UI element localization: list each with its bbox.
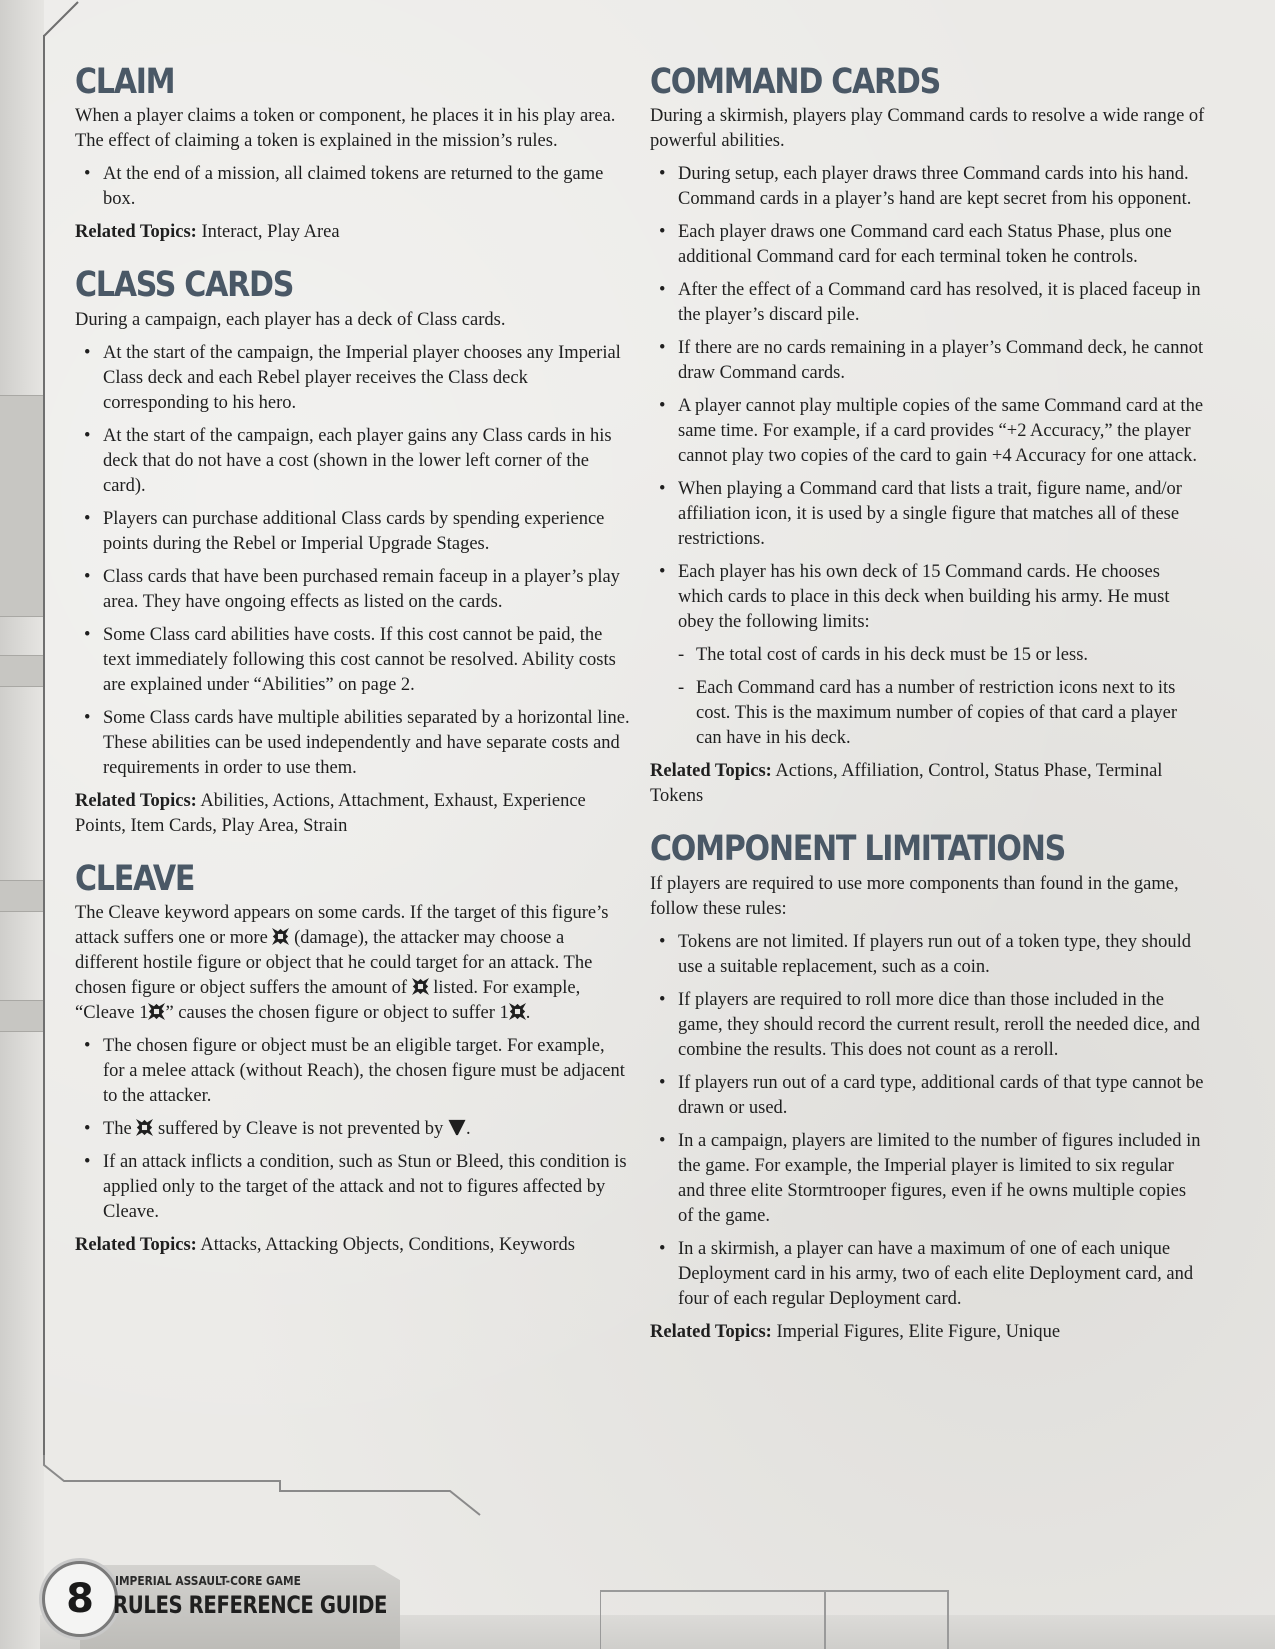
related-text: Interact, Play Area — [196, 222, 340, 243]
list-item: • Tokens are not limited. If players run out of a token type, they should use a suitable replacement, such as a coin. — [650, 930, 1205, 980]
list-item: • The chosen figure or object must be an eligible target. For example, for a melee attack (without Reach), the chosen figure must be adjacent to the attacker. — [75, 1034, 630, 1109]
text-span: The — [103, 1118, 132, 1139]
cleave-related — [75, 1233, 630, 1258]
list-item: • Each player has his own deck of 15 Command cards. He chooses which cards to place in this deck when building his army. He must obey the following limits: — [650, 560, 1205, 635]
class-cards-intro: During a campaign, each player has a deck of Class cards. — [75, 309, 506, 330]
left-column — [75, 62, 630, 1278]
related-label: Related Topics: — [75, 790, 197, 811]
frame-corner — [0, 0, 90, 50]
list-item: • If players are required to roll more dice than those included in the game, they should record the current result, reroll the needed dice, and combine the results. This does not count as a reroll. — [650, 988, 1205, 1063]
command-cards-bullets — [650, 162, 1205, 635]
class-cards-bullets — [75, 341, 630, 781]
cleave-intro — [75, 901, 630, 1026]
section-claim — [75, 62, 630, 245]
text-span: The Cleave keyword appears on some cards. If the target of this figure’s attack suffers one or more — [75, 902, 609, 948]
footer-game-title: IMPERIAL ASSAULT-CORE GAME — [115, 1573, 301, 1588]
command-cards-related — [650, 759, 1205, 809]
damage-icon — [412, 978, 429, 995]
left-decorative-strip — [0, 0, 44, 1649]
component-limitations-related — [650, 1320, 1205, 1345]
section-cleave — [75, 859, 630, 1258]
list-item: • At the end of a mission, all claimed tokens are returned to the game box. — [75, 162, 630, 212]
block-icon — [448, 1119, 466, 1136]
text-span: suffered by Cleave is not prevented by — [153, 1118, 444, 1139]
command-cards-sub-bullets — [650, 643, 1205, 751]
list-item: • At the start of the campaign, each player gains any Class cards in his deck that do not have a cost (shown in the lower left corner of the card). — [75, 424, 630, 499]
damage-icon — [136, 1119, 153, 1136]
heading-claim: CLAIM — [75, 62, 175, 102]
damage-icon — [509, 1003, 526, 1020]
related-text: Actions, Affiliation, Control, Status Phase, Terminal Tokens — [650, 761, 1163, 807]
related-text: Imperial Figures, Elite Figure, Unique — [771, 1321, 1061, 1342]
heading-command-cards: COMMAND CARDS — [650, 62, 940, 102]
claim-intro: When a player claims a token or component, he places it in his play area. The effect of claiming a token is explained in the mission’s rules. — [75, 106, 616, 152]
section-command-cards — [650, 62, 1205, 809]
list-item: • In a skirmish, a player can have a maximum of one of each unique Deployment card in his army, two of each elite Deployment card, and four of each regular Deployment card. — [650, 1237, 1205, 1312]
footer-guide-title: RULES REFERENCE GUIDE — [113, 1591, 388, 1619]
list-item: • If there are no cards remaining in a player’s Command deck, he cannot draw Command cards. — [650, 336, 1205, 386]
list-item: • Players can purchase additional Class cards by spending experience points during the Rebel or Imperial Upgrade Stages. — [75, 507, 630, 557]
heading-cleave: CLEAVE — [75, 858, 195, 899]
list-item: • At the start of the campaign, the Imperial player chooses any Imperial Class deck and each Rebel player receives the Class deck corresponding to his hero. — [75, 341, 630, 416]
heading-component-limitations: COMPONENT LIMITATIONS — [650, 829, 1066, 870]
related-label: Related Topics: — [650, 1321, 772, 1342]
list-item: • Some Class card abilities have costs. If this cost cannot be paid, the text immediately following this cost cannot be resolved. Ability costs are explained under “Abilities” on page 2. — [75, 623, 630, 698]
strip-panel — [0, 1000, 44, 1032]
text-span: (damage), the attacker may choose a different hostile figure or object that he could target for an attack. The chosen figure or object suffers the amount of — [75, 927, 593, 998]
footer-panel-lines — [600, 1590, 950, 1649]
list-item — [75, 1117, 630, 1142]
strip-panel — [0, 880, 44, 912]
sub-list-item: - Each Command card has a number of restriction icons next to its cost. This is the maximum number of copies of that card a player can have in his deck. — [650, 676, 1205, 751]
text-span: listed. For example, “Cleave 1 — [75, 977, 581, 1023]
page-number: 8 — [42, 1561, 118, 1637]
related-text: Abilities, Actions, Attachment, Exhaust, Experience Points, Item Cards, Play Area, Strain — [75, 790, 586, 836]
related-label: Related Topics: — [75, 1234, 197, 1255]
list-item: • During setup, each player draws three Command cards into his hand. Command cards in a player’s hand are kept secret from his opponent. — [650, 162, 1205, 212]
text-span: . — [525, 1002, 531, 1023]
right-column — [650, 62, 1205, 1365]
list-item: • Each player draws one Command card each Status Phase, plus one additional Command card for each terminal token he controls. — [650, 220, 1205, 270]
strip-panel — [0, 655, 44, 687]
component-limitations-intro: If players are required to use more components than found in the game, follow these rules: — [650, 873, 1179, 919]
frame-footer-line — [40, 1455, 500, 1525]
related-label: Related Topics: — [650, 761, 772, 782]
frame-line — [43, 35, 45, 1460]
claim-bullets — [75, 162, 630, 212]
list-item: • Class cards that have been purchased remain faceup in a player’s play area. They have ongoing effects as listed on the cards. — [75, 565, 630, 615]
list-item: • If players run out of a card type, additional cards of that type cannot be drawn or used. — [650, 1071, 1205, 1121]
section-component-limitations — [650, 829, 1205, 1344]
cleave-bullets — [75, 1034, 630, 1225]
damage-icon — [148, 1003, 165, 1020]
list-item: • When playing a Command card that lists a trait, figure name, and/or affiliation icon, it is used by a single figure that matches all of these restrictions. — [650, 477, 1205, 552]
class-cards-related — [75, 789, 630, 839]
list-item: • If an attack inflicts a condition, such as Stun or Bleed, this condition is applied only to the target of the attack and not to figures affected by Cleave. — [75, 1150, 630, 1225]
section-class-cards — [75, 265, 630, 838]
related-text: Attacks, Attacking Objects, Conditions, Keywords — [196, 1234, 575, 1255]
claim-related — [75, 220, 630, 245]
heading-class-cards: CLASS CARDS — [75, 265, 294, 306]
list-item: • Some Class cards have multiple abilities separated by a horizontal line. These abilities can be used independently and have separate costs and requirements in order to use them. — [75, 706, 630, 781]
list-item: • After the effect of a Command card has resolved, it is placed faceup in the player’s discard pile. — [650, 278, 1205, 328]
component-limitations-bullets — [650, 930, 1205, 1312]
sub-list-item: - The total cost of cards in his deck must be 15 or less. — [650, 643, 1205, 668]
related-label: Related Topics: — [75, 222, 197, 243]
damage-icon — [272, 928, 289, 945]
list-item: • A player cannot play multiple copies of the same Command card at the same time. For example, if a card provides “+2 Accuracy,” the player cannot play two copies of the card to gain +4 Accuracy for one attack. — [650, 394, 1205, 469]
strip-panel — [0, 395, 44, 617]
list-item: • In a campaign, players are limited to the number of figures included in the game. For example, the Imperial player is limited to six regular and three elite Stormtrooper figures, even if he owns multiple copies of the game. — [650, 1129, 1205, 1229]
command-cards-intro: During a skirmish, players play Command cards to resolve a wide range of powerful abilities. — [650, 106, 1205, 152]
text-span: ” causes the chosen figure or object to suffer 1 — [165, 1002, 509, 1023]
text-span: . — [465, 1118, 471, 1139]
